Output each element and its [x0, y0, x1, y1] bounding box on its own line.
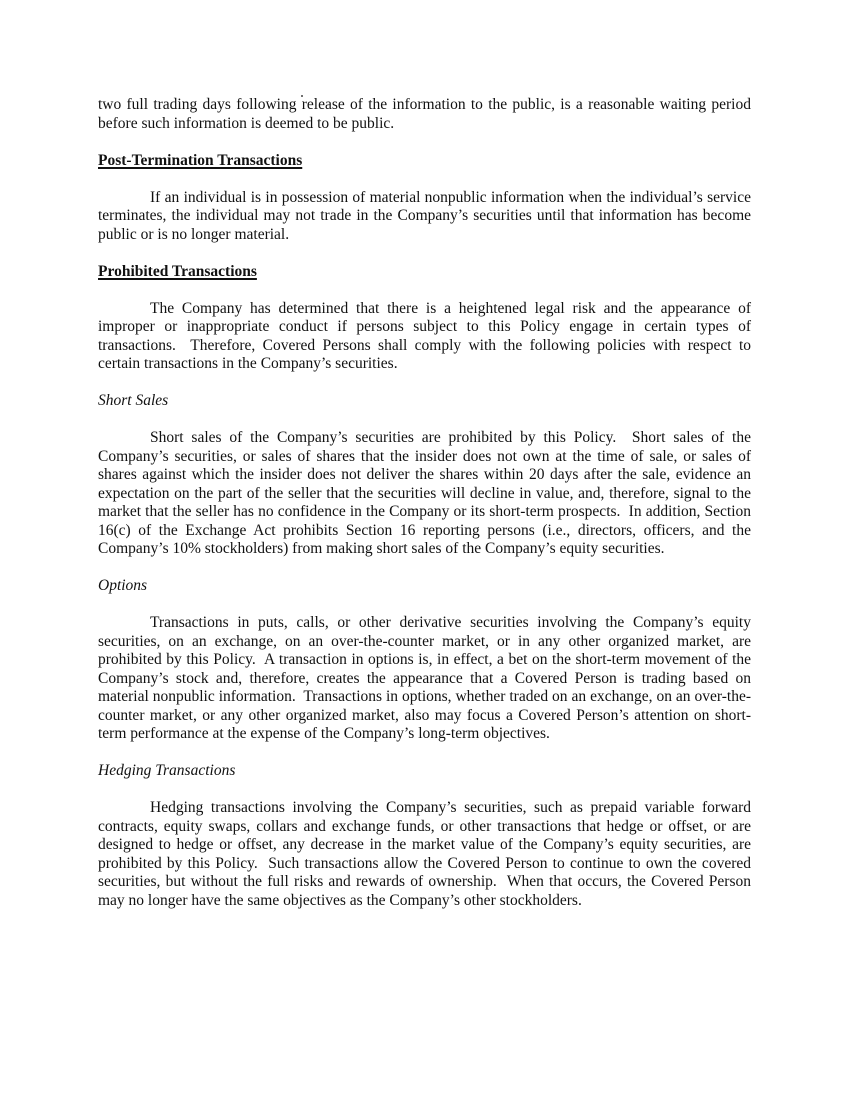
intro-paragraph: two full trading days following release of the information to the public, is a reasonable waiting period before such information is deemed to be public.	[98, 96, 751, 132]
document-content	[98, 96, 751, 910]
section-heading-post-termination-transactions: Post-Termination Transactions	[98, 151, 303, 169]
section-heading-short-sales: Short Sales	[98, 392, 169, 409]
section-heading-options: Options	[98, 577, 148, 594]
section-heading-prohibited-transactions: Prohibited Transactions	[98, 262, 257, 280]
post-termination-paragraph: If an individual is in possession of material nonpublic information when the individual’s service terminates, the individual may not trade in the Company’s securities until that information has become public or is no longer material.	[98, 188, 751, 243]
options-paragraph: Transactions in puts, calls, or other derivative securities involving the Company’s equity securities, on an exchange, on an over-the-counter market, or in any other organized market, are prohibited by this Policy. A transaction in options is, in effect, a bet on the short-term movement of the Company’s stock and, therefore, creates the appearance that a Covered Person is trading based on material nonpublic information. Transactions in options, whether traded on an exchange, on an over-the-counter market, or any other organized market, also may focus a Covered Person’s attention on short-term performance at the expense of the Company’s long-term objectives.	[98, 614, 751, 742]
short-sales-paragraph: Short sales of the Company’s securities are prohibited by this Policy. Short sales of the Company’s securities, or sales of shares that the insider does not own at the time of sale, or sales of shares against which the insider does not deliver the shares within 20 days after the sale, evidence an expectation on the part of the seller that the securities will decline in value, and, therefore, signal to the market that the seller has no confidence in the Company or its short-term prospects. In addition, Section 16(c) of the Exchange Act prohibits Section 16 reporting persons (i.e., directors, officers, and the Company’s 10% stockholders) from making short sales of the Company’s equity securities.	[98, 429, 751, 557]
prohibited-transactions-paragraph: The Company has determined that there is a heightened legal risk and the appearance of improper or inappropriate conduct if persons subject to this Policy engage in certain types of transactions. Therefore, Covered Persons shall comply with the following policies with respect to certain transactions in the Company’s securities.	[98, 299, 751, 372]
section-heading-hedging-transactions: Hedging Transactions	[98, 762, 236, 779]
hedging-transactions-paragraph: Hedging transactions involving the Company’s securities, such as prepaid variable forward contracts, equity swaps, collars and exchange funds, or other transactions that hedge or offset, or are designed to hedge or offset, any decrease in the market value of the Company’s equity securities, are prohibited by this Policy. Such transactions allow the Covered Person to continue to own the covered securities, but without the full risks and rewards of ownership. When that occurs, the Covered Person may no longer have the same objectives as the Company’s other stockholders.	[98, 799, 751, 909]
